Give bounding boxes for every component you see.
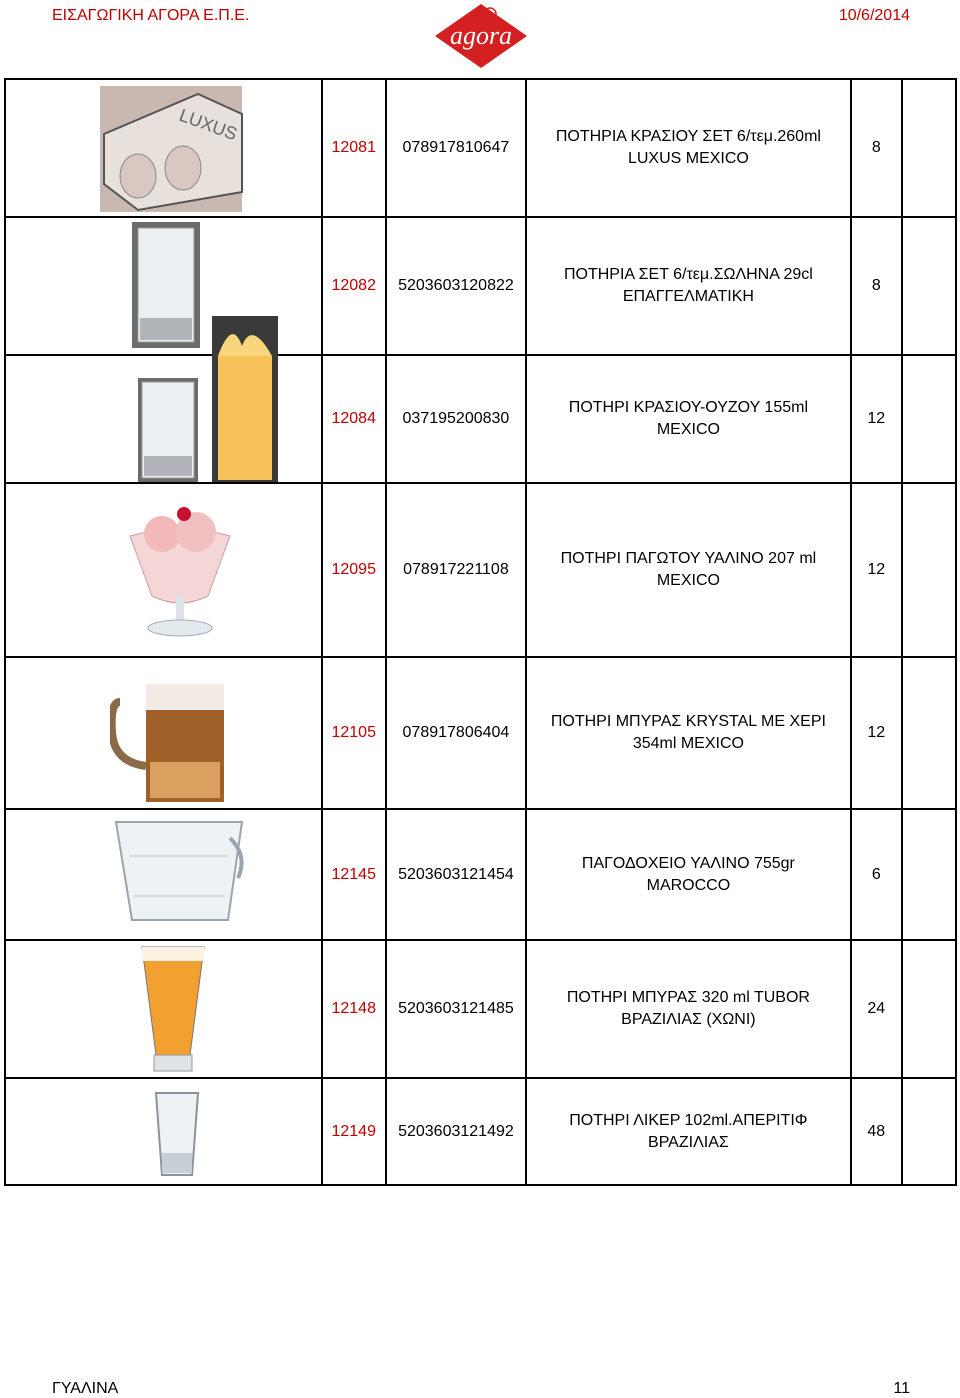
category-label: ΓΥΑΛΙΝΑ — [52, 1380, 119, 1397]
product-barcode: 5203603121454 — [386, 809, 526, 940]
empty-cell — [902, 217, 956, 355]
product-barcode: 078917806404 — [386, 657, 526, 809]
empty-cell — [902, 483, 956, 657]
table-row — [5, 940, 956, 1078]
wine-glass-set-image — [98, 84, 244, 214]
product-barcode: 5203603121492 — [386, 1078, 526, 1185]
table-row — [5, 483, 956, 657]
product-code: 12105 — [322, 657, 386, 809]
product-quantity: 12 — [851, 657, 902, 809]
empty-cell — [902, 809, 956, 940]
product-quantity: 8 — [851, 79, 902, 217]
company-name: ΕΙΣΑΓΩΓΙΚΗ ΑΓΟΡΑ Ε.Π.Ε. — [52, 7, 250, 24]
empty-cell — [902, 1078, 956, 1185]
svg-text:LUXUS: LUXUS — [176, 104, 240, 145]
product-description: ΠΟΤΗΡΙ ΚΡΑΣΙΟΥ-ΟΥΖΟΥ 155ml MEXICO — [526, 355, 851, 483]
agora-logo — [433, 2, 529, 70]
product-table — [4, 78, 957, 1186]
table-row — [5, 657, 956, 809]
product-code: 12082 — [322, 217, 386, 355]
empty-cell — [902, 79, 956, 217]
beer-mug-image — [110, 662, 228, 804]
document-date: 10/6/2014 — [838, 7, 910, 24]
product-image-cell — [5, 809, 322, 940]
product-description: ΠΟΤΗΡΙ ΛΙΚΕΡ 102ml.ΑΠΕΡΙΤΙΦ ΒΡΑΖΙΛΙΑΣ — [526, 1078, 851, 1185]
product-quantity: 12 — [851, 483, 902, 657]
empty-cell — [902, 940, 956, 1078]
product-code: 12148 — [322, 940, 386, 1078]
juice-glasses-image — [138, 316, 280, 482]
product-barcode: 5203603121485 — [386, 940, 526, 1078]
page-number: 11 — [893, 1380, 910, 1397]
product-barcode: 5203603120822 — [386, 217, 526, 355]
product-image-cell — [5, 940, 322, 1078]
product-image-cell — [5, 1078, 322, 1185]
product-image-cell — [5, 79, 322, 217]
product-description: ΠΟΤΗΡΙ ΜΠΥΡΑΣ KRYSTAL ΜΕ ΧΕΡΙ 354ml MEXICO — [526, 657, 851, 809]
table-row — [5, 1078, 956, 1185]
product-barcode: 078917221108 — [386, 483, 526, 657]
product-description: ΠΑΓΟΔΟΧΕΙΟ ΥΑΛΙΝΟ 755gr MAROCCO — [526, 809, 851, 940]
product-barcode: 078917810647 — [386, 79, 526, 217]
product-image-cell — [5, 657, 322, 809]
table-row — [5, 809, 956, 940]
ice-cream-cup-image — [126, 492, 234, 646]
product-code: 12149 — [322, 1078, 386, 1185]
shot-glass-image — [152, 1091, 202, 1179]
product-image-cell — [5, 355, 322, 483]
product-quantity: 6 — [851, 809, 902, 940]
product-quantity: 24 — [851, 940, 902, 1078]
product-image-cell — [5, 483, 322, 657]
product-description: ΠΟΤΗΡΙΑ ΚΡΑΣΙΟΥ ΣΕΤ 6/τεμ.260ml LUXUS MEXICO — [526, 79, 851, 217]
product-code: 12095 — [322, 483, 386, 657]
ice-bucket-image — [110, 816, 248, 926]
product-description: ΠΟΤΗΡΙ ΠΑΓΩΤΟΥ ΥΑΛΙΝΟ 207 ml MEXICO — [526, 483, 851, 657]
product-code: 12084 — [322, 355, 386, 483]
table-row — [5, 355, 956, 483]
table-row — [5, 79, 956, 217]
empty-cell — [902, 355, 956, 483]
empty-cell — [902, 657, 956, 809]
product-description: ΠΟΤΗΡΙ ΜΠΥΡΑΣ 320 ml TUBOR ΒΡΑΖΙΛΙΑΣ (ΧΩΝΙ) — [526, 940, 851, 1078]
product-quantity: 48 — [851, 1078, 902, 1185]
product-description: ΠΟΤΗΡΙΑ ΣΕΤ 6/τεμ.ΣΩΛΗΝΑ 29cl ΕΠΑΓΓΕΛΜΑΤΙΚΗ — [526, 217, 851, 355]
product-code: 12081 — [322, 79, 386, 217]
logo-text: agora — [449, 21, 513, 50]
product-barcode: 037195200830 — [386, 355, 526, 483]
product-quantity: 8 — [851, 217, 902, 355]
product-code: 12145 — [322, 809, 386, 940]
pilsner-glass-image — [132, 945, 214, 1075]
product-quantity: 12 — [851, 355, 902, 483]
